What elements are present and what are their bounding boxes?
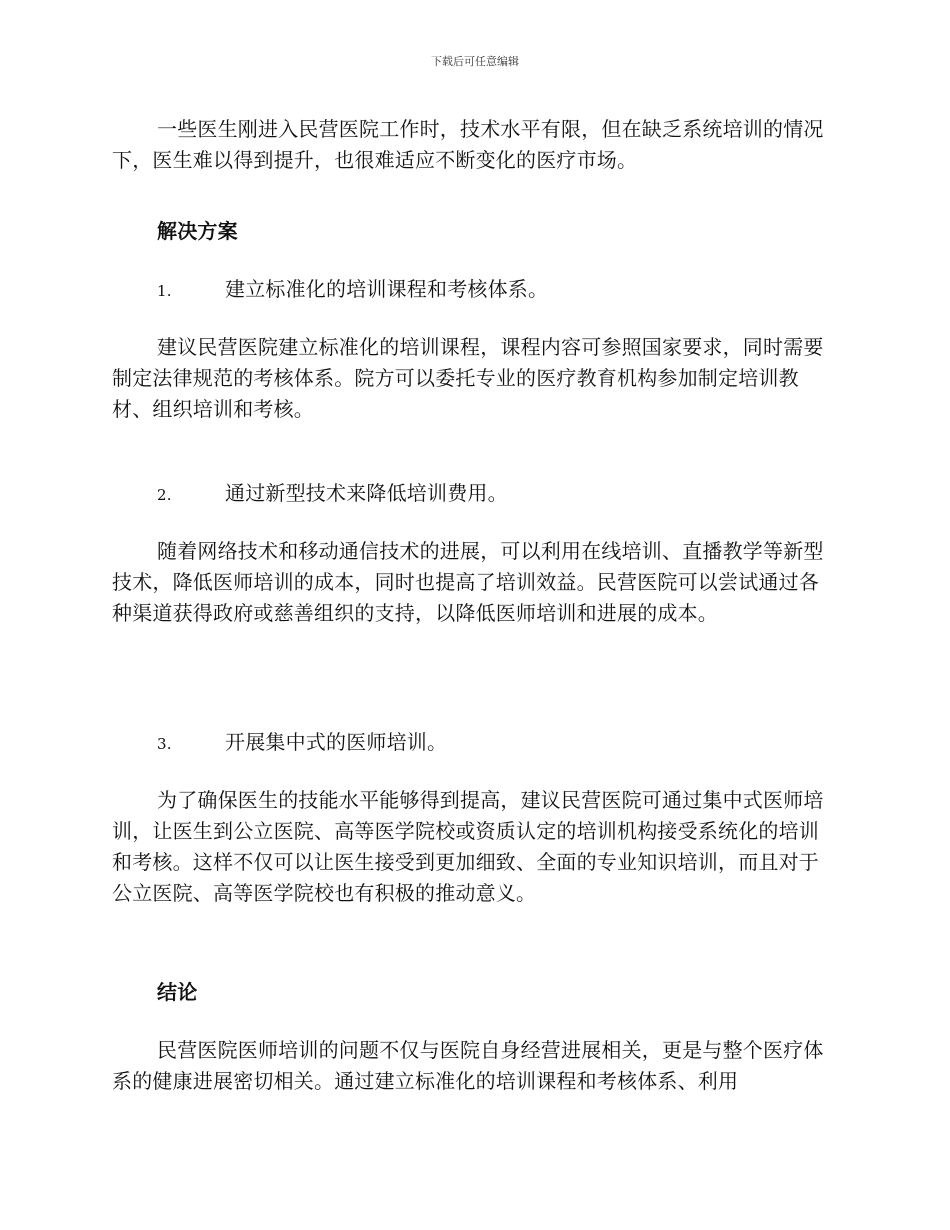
list-item-1-text: 建立标准化的培训课程和考核体系。	[225, 277, 549, 301]
list-item-3-text: 开展集中式的医师培训。	[225, 730, 448, 754]
page-header: 下载后可任意编辑	[431, 55, 519, 68]
section-heading-solutions: 解决方案	[157, 219, 238, 243]
paragraph-intro: 一些医生刚进入民营医院工作时，技术水平有限，但在缺乏系统培训的情况下，医生难以得到提升，也很难适应不断变化的医疗市场。	[112, 117, 824, 172]
paragraph-solution-3: 为了确保医生的技能水平能够得到提高，建议民营医院可通过集中式医师培训，让医生到公立医院、高等医学院校或资质认定的培训机构接受系统化的培训和考核。这样不仅可以让医生接受到更加细致、全面的专业知识培训，而且对于公立医院、高等医学院校也有积极的推动意义。	[112, 788, 824, 905]
list-item-3	[157, 727, 877, 760]
paragraph-conclusion: 民营医院医师培训的问题不仅与医院自身经营进展相关，更是与整个医疗体系的健康进展密切相关。通过建立标准化的培训课程和考核体系、利用	[112, 1038, 824, 1093]
paragraph-solution-2: 随着网络技术和移动通信技术的进展，可以利用在线培训、直播教学等新型技术，降低医师培训的成本，同时也提高了培训效益。民营医院可以尝试通过各种渠道获得政府或慈善组织的支持，以降低医师培训和进展的成本。	[112, 539, 824, 625]
list-item-2	[157, 478, 877, 511]
section-heading-conclusion: 结论	[157, 980, 198, 1004]
paragraph-solution-1: 建议民营医院建立标准化的培训课程，课程内容可参照国家要求，同时需要制定法律规范的考核体系。院方可以委托专业的医疗教育机构参加制定培训教材、组织培训和考核。	[112, 335, 824, 421]
list-item-2-number: 2.	[157, 486, 172, 504]
list-item-1	[157, 274, 877, 307]
list-item-2-text: 通过新型技术来降低培训费用。	[225, 481, 508, 505]
list-item-1-number: 1.	[157, 282, 172, 300]
list-item-3-number: 3.	[157, 735, 172, 753]
